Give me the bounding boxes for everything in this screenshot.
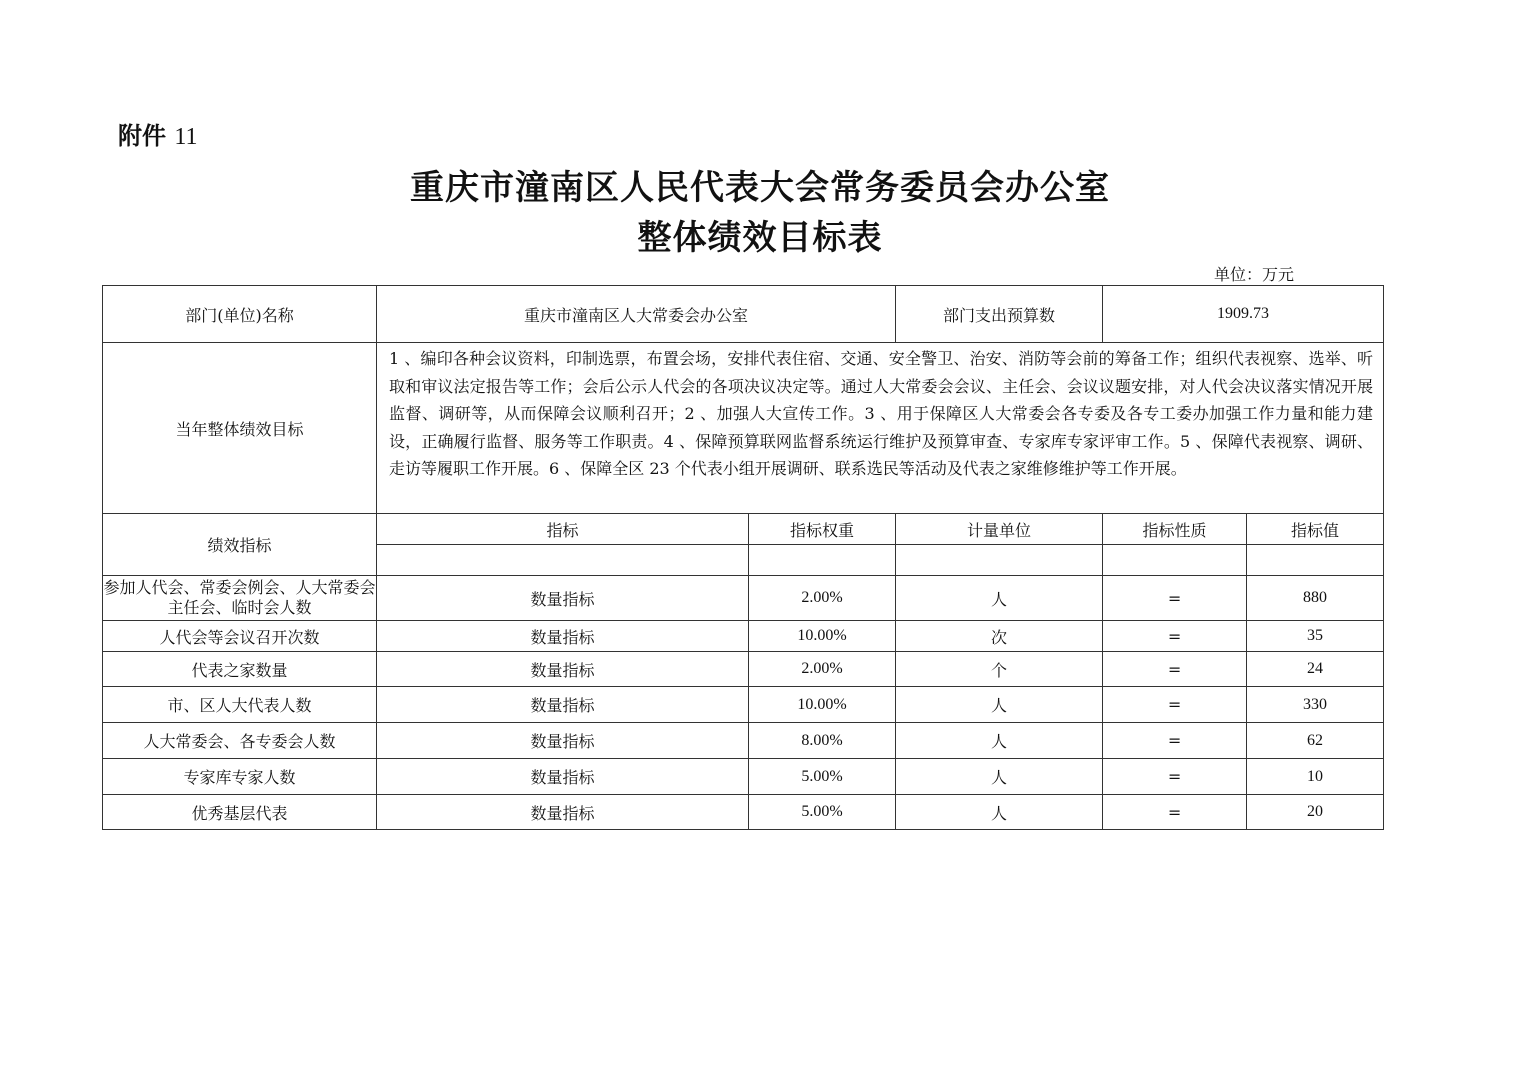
col-header-unit: 计量单位 bbox=[896, 514, 1103, 545]
row-value: 10 bbox=[1247, 759, 1384, 795]
row-value: 24 bbox=[1247, 652, 1384, 687]
goal-row bbox=[103, 343, 1384, 514]
row-nature: = bbox=[1103, 795, 1247, 830]
table-row bbox=[103, 795, 1384, 830]
row-nature: = bbox=[1103, 723, 1247, 759]
col-header-weight: 指标权重 bbox=[749, 514, 896, 545]
blank-cell bbox=[749, 545, 896, 576]
row-unit: 人 bbox=[896, 723, 1103, 759]
row-value: 330 bbox=[1247, 687, 1384, 723]
row-value: 35 bbox=[1247, 621, 1384, 652]
row-type: 数量指标 bbox=[377, 723, 749, 759]
attachment-label-text: 附件 bbox=[118, 122, 166, 150]
row-nature: = bbox=[1103, 652, 1247, 687]
row-nature: = bbox=[1103, 759, 1247, 795]
attachment-number: 11 bbox=[174, 124, 198, 150]
perf-label: 绩效指标 bbox=[103, 514, 377, 576]
dept-name-label: 部门(单位)名称 bbox=[103, 286, 377, 343]
row-unit: 人 bbox=[896, 576, 1103, 621]
col-header-nature: 指标性质 bbox=[1103, 514, 1247, 545]
row-name: 参加人代会、常委会例会、人大常委会主任会、临时会人数 bbox=[103, 576, 377, 621]
row-type: 数量指标 bbox=[377, 795, 749, 830]
row-unit: 人 bbox=[896, 687, 1103, 723]
row-name: 优秀基层代表 bbox=[103, 795, 377, 830]
row-value: 880 bbox=[1247, 576, 1384, 621]
row-name: 人代会等会议召开次数 bbox=[103, 621, 377, 652]
budget-value: 1909.73 bbox=[1103, 286, 1384, 343]
row-nature: = bbox=[1103, 687, 1247, 723]
row-value: 20 bbox=[1247, 795, 1384, 830]
dept-name-value: 重庆市潼南区人大常委会办公室 bbox=[377, 286, 896, 343]
row-weight: 2.00% bbox=[749, 652, 896, 687]
row-name: 代表之家数量 bbox=[103, 652, 377, 687]
budget-label: 部门支出预算数 bbox=[896, 286, 1103, 343]
document-title-line2: 整体绩效目标表 bbox=[637, 218, 883, 258]
row-unit: 人 bbox=[896, 795, 1103, 830]
col-header-value: 指标值 bbox=[1247, 514, 1384, 545]
table-row bbox=[103, 687, 1384, 723]
row-nature: = bbox=[1103, 621, 1247, 652]
row-type: 数量指标 bbox=[377, 759, 749, 795]
unit-label: 单位：万元 bbox=[1214, 265, 1295, 284]
document-title-line1: 重庆市潼南区人民代表大会常务委员会办公室 bbox=[410, 168, 1110, 208]
goal-text: 1 、编印各种会议资料，印制选票，布置会场，安排代表住宿、交通、安全警卫、治安、消防等会前的筹备工作；组织代表视察、选举、听取和审议法定报告等工作；会后公示人代会的各项决议决定等。通过人大常委会会议、主任会、会议议题安排，对人代会决议落实情况开展监督、调研等，从而保障会议顺利召开；2 、加强人大宣传工作。3 、用于保障区人大常委会各专委及各专工委办加强工作力量和能力建设，正确履行监督、服务等工作职责。4 、保障预算联网监督系统运行维护及预算审查、专家库专家评审工作。5 、保障代表视察、调研、走访等履职工作开展。6 、保障全区 23 个代表小组开展调研、联系选民等活动及代表之家维修维护等工作开展。 bbox=[377, 343, 1384, 514]
table-row bbox=[103, 576, 1384, 621]
table-row bbox=[103, 723, 1384, 759]
row-unit: 人 bbox=[896, 759, 1103, 795]
row-type: 数量指标 bbox=[377, 652, 749, 687]
row-type: 数量指标 bbox=[377, 687, 749, 723]
blank-cell bbox=[1247, 545, 1384, 576]
row-weight: 8.00% bbox=[749, 723, 896, 759]
row-weight: 10.00% bbox=[749, 687, 896, 723]
row-weight: 2.00% bbox=[749, 576, 896, 621]
row-name: 市、区人大代表人数 bbox=[103, 687, 377, 723]
row-value: 62 bbox=[1247, 723, 1384, 759]
blank-cell bbox=[377, 545, 749, 576]
blank-cell bbox=[1103, 545, 1247, 576]
row-name: 人大常委会、各专委会人数 bbox=[103, 723, 377, 759]
table-row bbox=[103, 621, 1384, 652]
table-row bbox=[103, 652, 1384, 687]
row-weight: 5.00% bbox=[749, 759, 896, 795]
goal-label: 当年整体绩效目标 bbox=[103, 343, 377, 514]
row-unit: 个 bbox=[896, 652, 1103, 687]
col-header-indicator: 指标 bbox=[377, 514, 749, 545]
blank-cell bbox=[896, 545, 1103, 576]
dept-row bbox=[103, 286, 1384, 343]
row-unit: 次 bbox=[896, 621, 1103, 652]
row-name: 专家库专家人数 bbox=[103, 759, 377, 795]
row-weight: 5.00% bbox=[749, 795, 896, 830]
attachment-label bbox=[118, 116, 197, 151]
row-nature: = bbox=[1103, 576, 1247, 621]
table-row bbox=[103, 759, 1384, 795]
perf-header-row bbox=[103, 514, 1384, 545]
row-weight: 10.00% bbox=[749, 621, 896, 652]
row-type: 数量指标 bbox=[377, 621, 749, 652]
performance-target-table bbox=[102, 285, 1384, 830]
row-type: 数量指标 bbox=[377, 576, 749, 621]
